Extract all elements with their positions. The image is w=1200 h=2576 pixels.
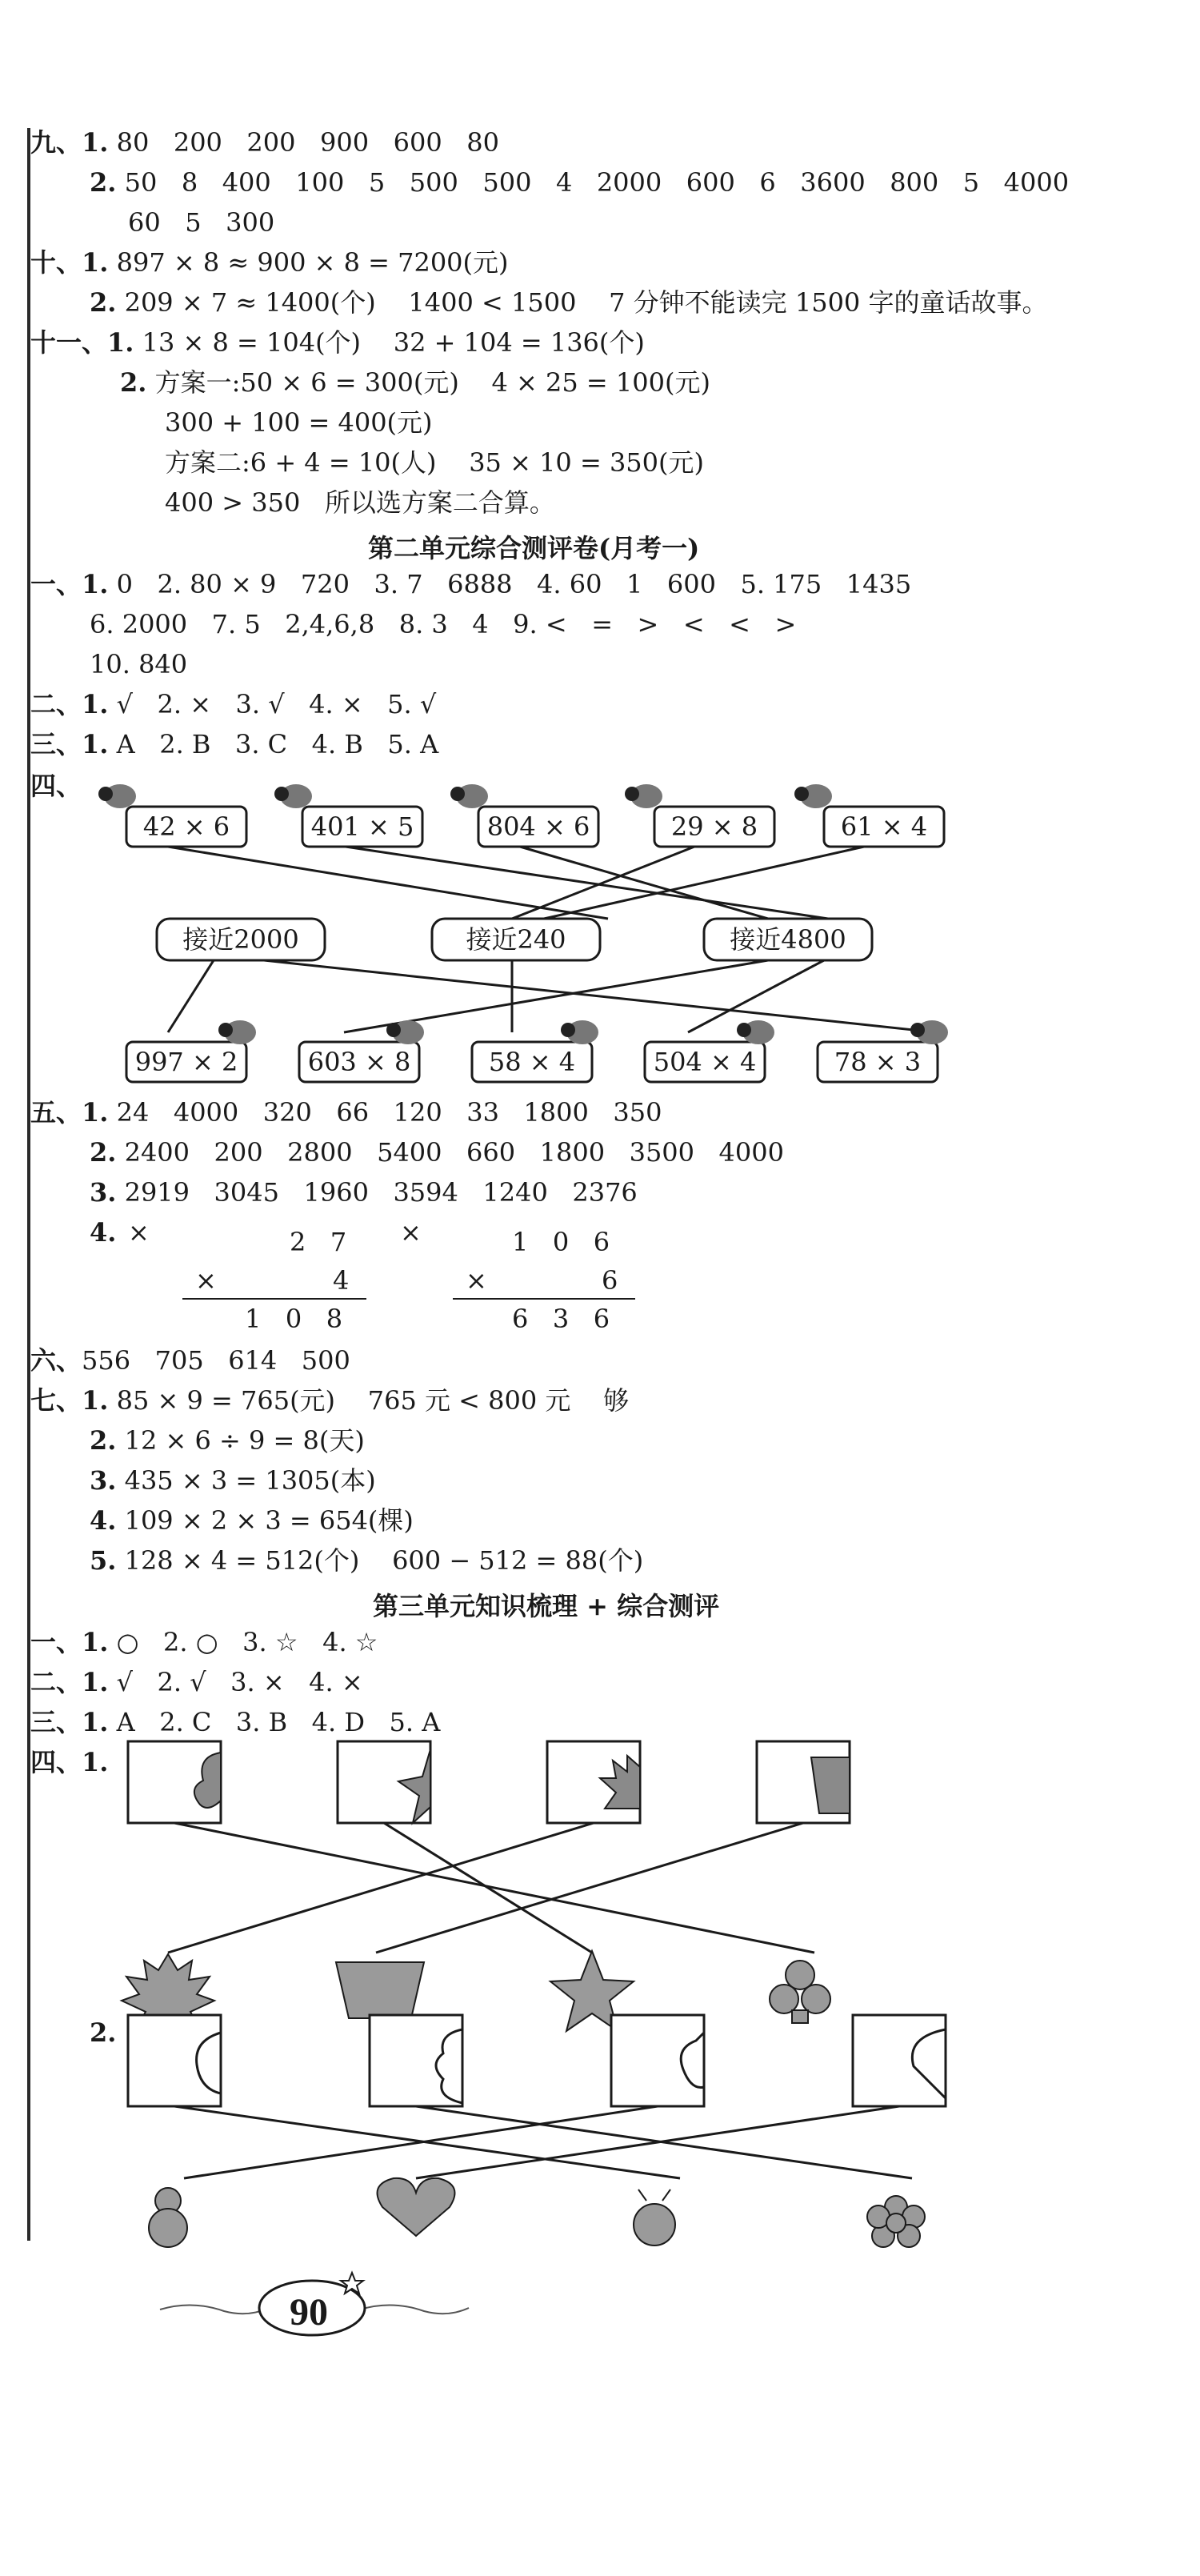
q10-label: 十、1. <box>30 247 109 278</box>
calc1-multiplier: 4 <box>333 1265 350 1296</box>
calc2-top: 1 0 6 <box>512 1227 610 1257</box>
u2-s6-answers: 556 705 614 500 <box>82 1345 350 1376</box>
match-line <box>376 1823 803 1953</box>
u3-s1-label: 一、1. <box>30 1627 109 1657</box>
match-line <box>384 1823 592 1953</box>
u3-s1-answers: ○ 2. ○ 3. ☆ 4. ☆ <box>116 1627 378 1657</box>
calc2-multiplier: 6 <box>602 1265 618 1296</box>
u2-s3-label: 三、1. <box>30 729 109 759</box>
q9-2-label: 2. <box>90 167 117 198</box>
q10-1-answer: 897 × 8 ≈ 900 × 8 = 7200(元) <box>116 247 509 278</box>
estimate-scroll-label: 接近2000 <box>182 924 299 955</box>
u2-s3-answers: A 2. B 3. C 4. B 5. A <box>116 729 439 759</box>
q11-1-answer: 13 × 8 = 104(个) 32 + 104 = 136(个) <box>142 327 645 358</box>
expression-box-label: 504 × 4 <box>653 1047 757 1077</box>
u2-s5-4-mark-2: × <box>400 1217 422 1248</box>
u2-s2-label: 二、1. <box>30 689 109 719</box>
u2-s7-2-label: 2. <box>90 1425 117 1456</box>
u2-s4-label: 四、 <box>30 771 82 801</box>
u2-s1-label: 一、1. <box>30 569 109 599</box>
u2-s2-answers: √ 2. × 3. √ 4. × 5. √ <box>116 689 437 719</box>
u3-s3-answers: A 2. C 3. B 4. D 5. A <box>116 1707 441 1737</box>
expression-box-label: 29 × 8 <box>670 811 758 842</box>
q9-line3: 60 5 300 <box>128 207 275 238</box>
u2-s5-2-label: 2. <box>90 1137 117 1168</box>
q9-2-answer: 50 8 400 100 5 500 500 4 2000 600 6 3600 800 5 4000 <box>124 167 1070 198</box>
fruit-icon <box>634 2189 675 2245</box>
calc1-result: 1 0 8 <box>245 1304 343 1334</box>
expression-box-label: 42 × 6 <box>142 811 230 842</box>
u2-s5-2-answer: 2400 200 2800 5400 660 1800 3500 4000 <box>124 1137 784 1168</box>
flower-icon <box>867 2196 925 2247</box>
q11-line3: 300 + 100 = 400(元) <box>165 407 433 438</box>
q9-label: 九、1. <box>30 127 109 158</box>
q11-label: 十一、1. <box>30 327 134 358</box>
u3-s3-label: 三、1. <box>30 1707 109 1737</box>
expression-box-label: 61 × 4 <box>840 811 928 842</box>
estimate-scroll-label: 接近240 <box>466 924 566 955</box>
calc1-mul-sign: × <box>195 1265 217 1296</box>
u2-s5-3-label: 3. <box>90 1177 117 1208</box>
u2-s5-4-label: 4. <box>90 1217 117 1248</box>
q10-2-label: 2. <box>90 287 117 318</box>
q9-1-answer: 80 200 200 900 600 80 <box>116 127 499 158</box>
gourd-icon <box>149 2188 187 2247</box>
q10-2-answer: 209 × 7 ≈ 1400(个) 1400 < 1500 7 分钟不能读完 1500 字的童话故事。 <box>124 287 1048 318</box>
calc2-mul-sign: × <box>466 1265 487 1296</box>
estimate-scroll-label: 接近4800 <box>730 924 846 955</box>
u2-s7-1-answer: 85 × 9 = 765(元) 765 元 < 800 元 够 <box>116 1385 630 1416</box>
u2-s5-4-mark-1: × <box>128 1217 150 1248</box>
unit2-title: 第二单元综合测评卷(月考一) <box>368 533 700 563</box>
u2-s5-3-answer: 2919 3045 1960 3594 1240 2376 <box>124 1177 638 1208</box>
u2-s7-5-answer: 128 × 4 = 512(个) 600 − 512 = 88(个) <box>124 1545 644 1576</box>
u3-s4-q2-label: 2. <box>90 2017 117 2048</box>
heart-icon <box>378 2178 455 2236</box>
expression-box-label: 78 × 3 <box>834 1047 922 1077</box>
expression-box-label: 997 × 2 <box>134 1047 238 1077</box>
u2-s1-line2: 6. 2000 7. 5 2,4,6,8 8. 3 4 9. < = > < < > <box>90 609 797 639</box>
u2-s7-5-label: 5. <box>90 1545 117 1576</box>
u3-s2-label: 二、1. <box>30 1667 109 1697</box>
u2-s7-2-answer: 12 × 6 ÷ 9 = 8(天) <box>124 1425 365 1456</box>
expression-box-label: 401 × 5 <box>310 811 414 842</box>
q11-2-answer: 方案一:50 × 6 = 300(元) 4 × 25 = 100(元) <box>154 367 710 398</box>
u2-s7-3-label: 3. <box>90 1465 117 1496</box>
q11-2-label: 2. <box>120 367 147 398</box>
unit3-title: 第三单元知识梳理 + 综合测评 <box>373 1591 720 1621</box>
u2-s1-answers-1: 0 2. 80 × 9 720 3. 7 6888 4. 60 1 600 5. 175 1435 <box>116 569 912 599</box>
u2-s7-label: 七、1. <box>30 1385 109 1416</box>
q11-line4: 方案二:6 + 4 = 10(人) 35 × 10 = 350(元) <box>165 447 704 478</box>
u2-s1-line3: 10. 840 <box>90 649 188 679</box>
page-number: 90 <box>290 2291 328 2334</box>
match-line <box>168 1823 594 1953</box>
club-icon <box>770 1961 830 2023</box>
u3-s2-answers: √ 2. √ 3. × 4. × <box>116 1667 363 1697</box>
u2-s6-label: 六、 <box>30 1345 82 1376</box>
expression-box-label: 603 × 8 <box>307 1047 411 1077</box>
match-line <box>174 1823 814 1953</box>
u2-s5-1-answer: 24 4000 320 66 120 33 1800 350 <box>116 1097 662 1128</box>
u2-s7-4-label: 4. <box>90 1505 117 1536</box>
u2-s7-3-answer: 435 × 3 = 1305(本) <box>124 1465 376 1496</box>
u2-s5-label: 五、1. <box>30 1097 109 1128</box>
expression-box-label: 58 × 4 <box>488 1047 576 1077</box>
trapezoid-icon <box>336 1962 424 2018</box>
calc2-result: 6 3 6 <box>512 1304 610 1334</box>
u2-s7-4-answer: 109 × 2 × 3 = 654(棵) <box>124 1505 414 1536</box>
expression-box-label: 804 × 6 <box>486 811 590 842</box>
q11-line5: 400 > 350 所以选方案二合算。 <box>165 487 555 518</box>
u3-s4-label: 四、1. <box>30 1747 109 1777</box>
calc1-top: 2 7 <box>290 1227 347 1257</box>
